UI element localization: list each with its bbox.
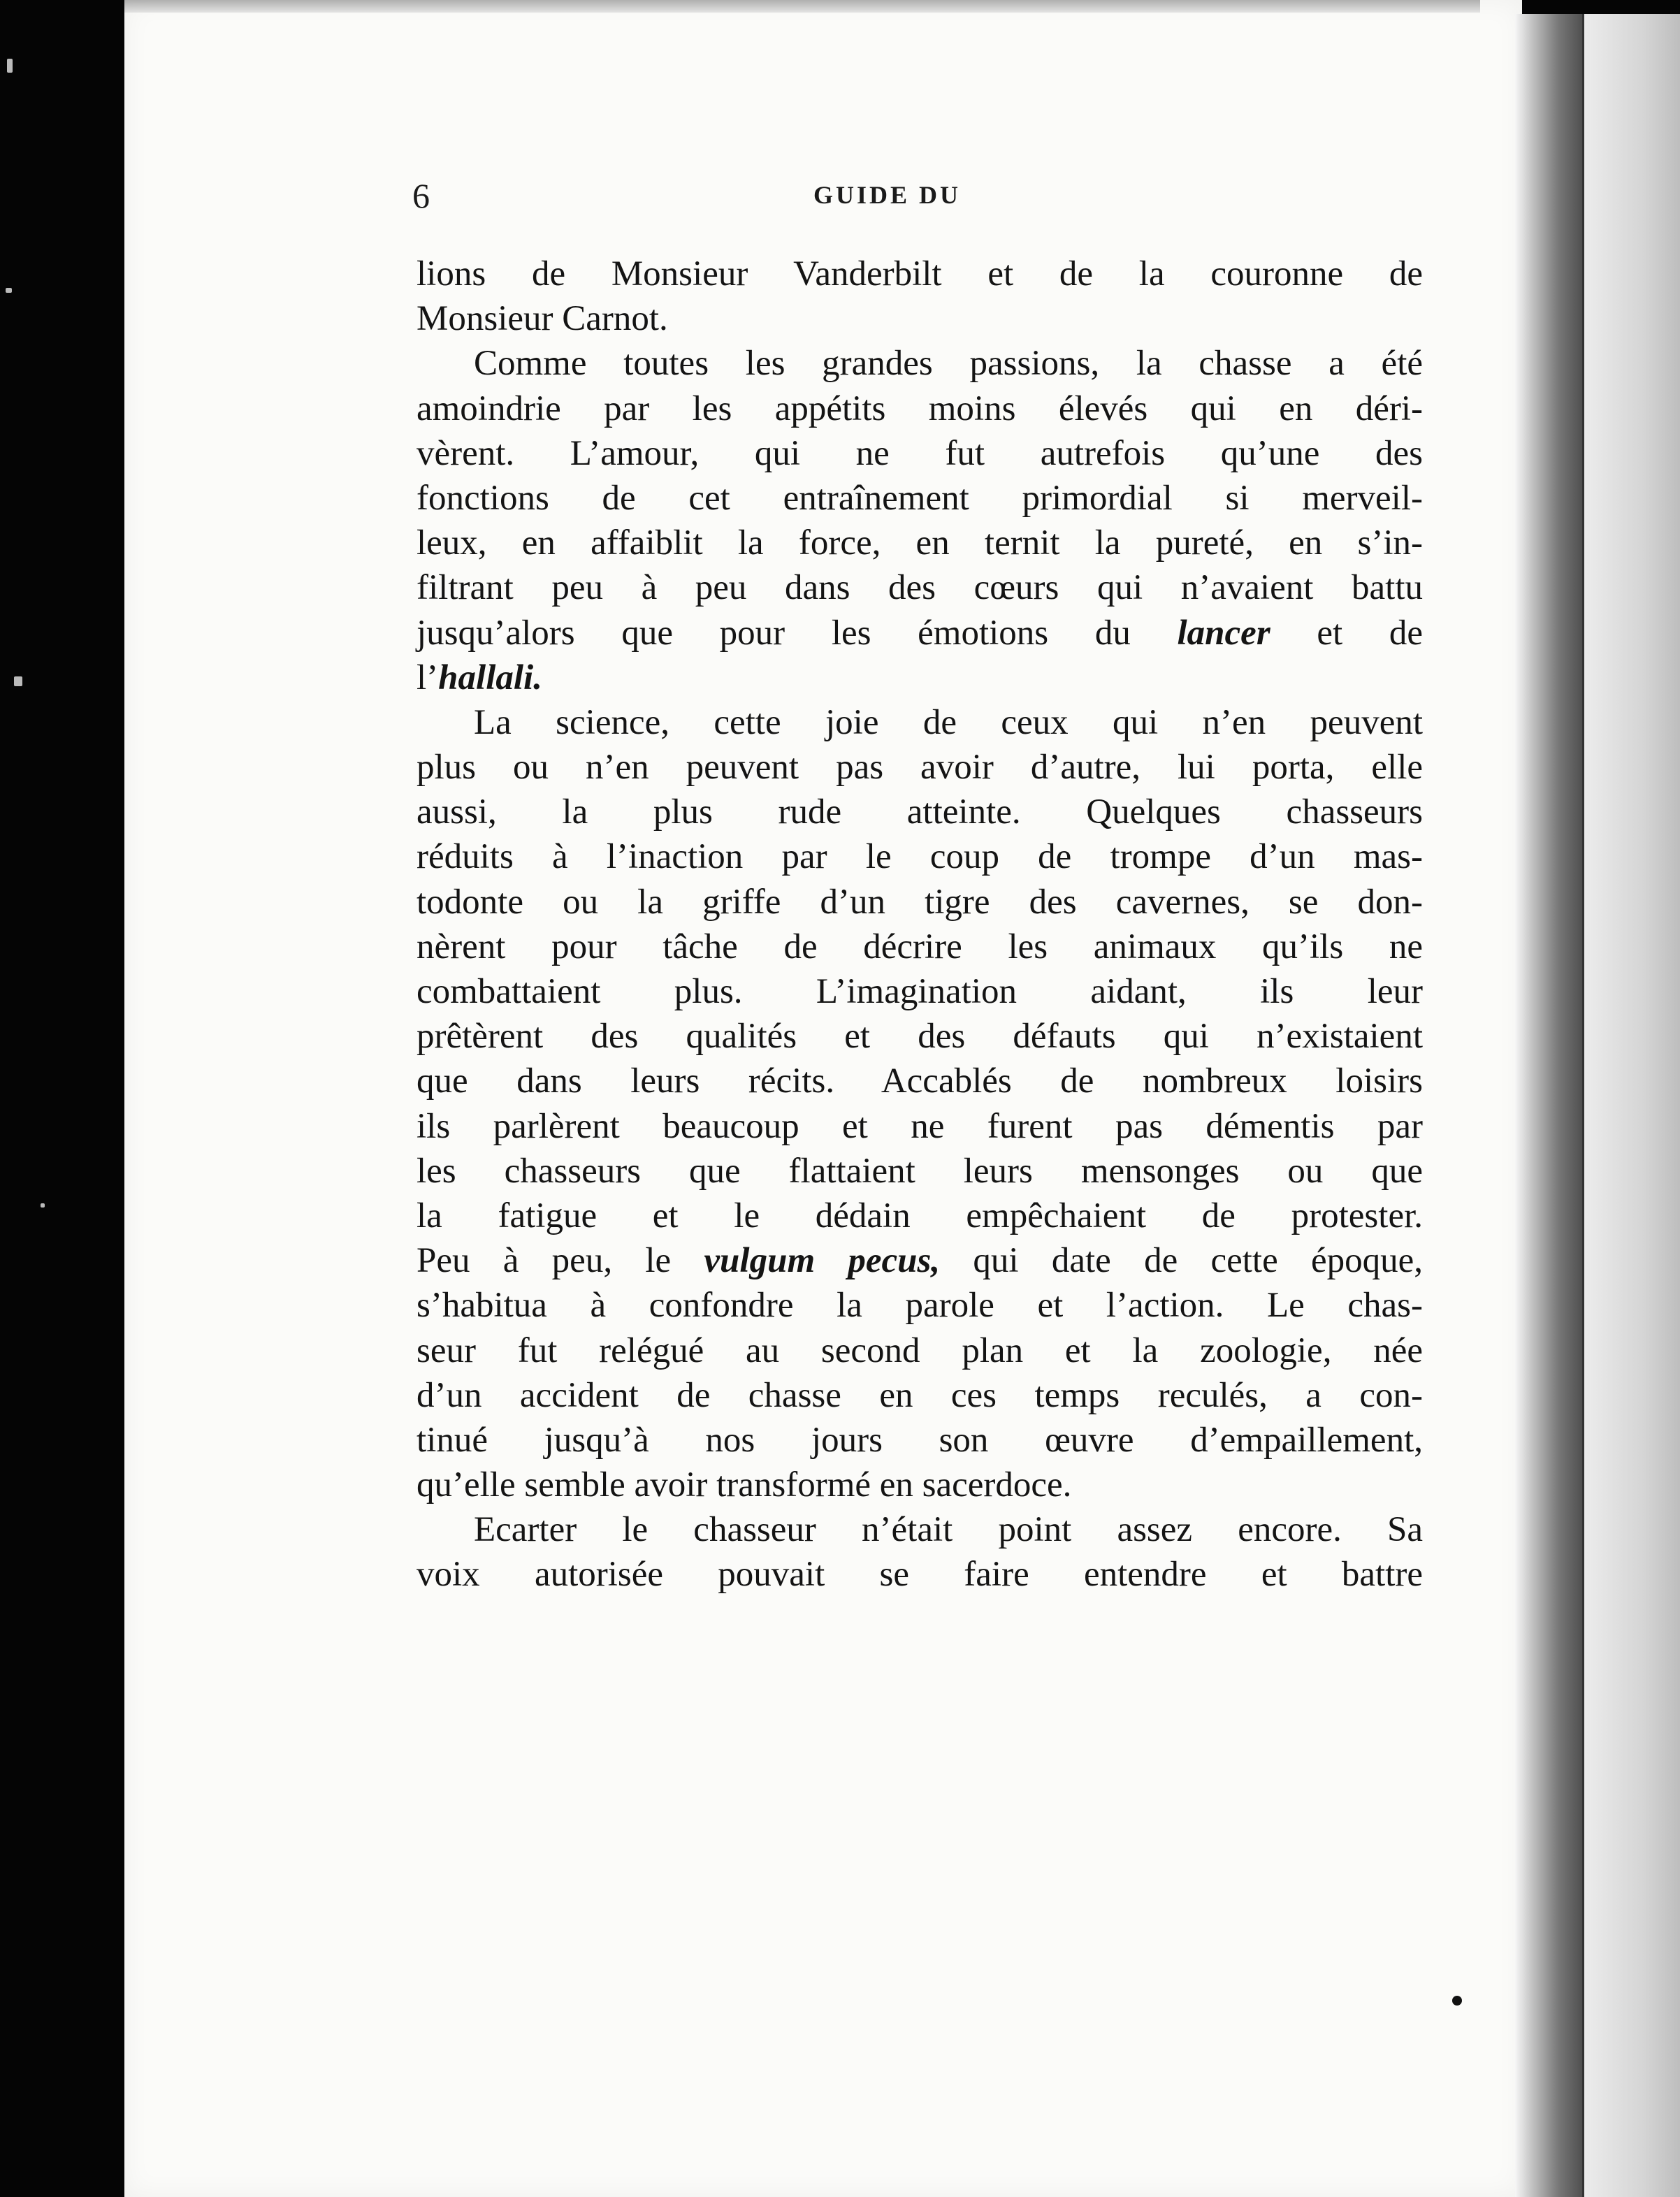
text-segment: ils parlèrent beaucoup et ne furent pas démentis par — [417, 1106, 1423, 1146]
scan-speck — [14, 676, 22, 686]
text-line — [417, 1328, 1423, 1373]
text-line — [417, 431, 1423, 476]
text-line — [417, 252, 1423, 296]
text-segment: Ecarter le chasseur n’était point assez encore. Sa — [474, 1510, 1423, 1550]
italic-text: vulgum pecus, — [704, 1241, 941, 1281]
italic-text: hallali. — [438, 658, 542, 697]
text-line — [417, 611, 1423, 655]
body-text — [417, 252, 1423, 1597]
text-line — [417, 341, 1423, 386]
text-segment: les chasseurs que flattaient leurs mensonges ou que — [417, 1151, 1423, 1191]
text-line — [417, 1014, 1423, 1059]
text-line — [417, 745, 1423, 790]
text-segment: jusqu’alors que pour les émotions du — [417, 613, 1178, 653]
text-segment: qu’elle semble avoir transformé en sacerdoce. — [417, 1465, 1072, 1505]
text-segment: que dans leurs récits. Accablés de nombreux loisirs — [417, 1061, 1423, 1101]
adjacent-page-edge — [1582, 14, 1680, 2197]
text-segment: et de — [1270, 613, 1423, 653]
text-line — [417, 1283, 1423, 1328]
text-segment: voix autorisée pouvait se faire entendre et battre — [417, 1555, 1423, 1595]
page-header — [412, 175, 1419, 224]
text-segment: aussi, la plus rude atteinte. Quelques chasseurs — [417, 792, 1423, 832]
text-line — [417, 1463, 1423, 1507]
text-segment: qui date de cette époque, — [940, 1241, 1424, 1281]
text-line — [417, 386, 1423, 431]
text-line — [417, 1507, 1423, 1552]
text-segment: plus ou n’en peuvent pas avoir d’autre, lui porta, elle — [417, 748, 1423, 788]
text-segment: la fatigue et le dédain empêchaient de protester. — [417, 1196, 1423, 1235]
text-line — [417, 655, 1423, 700]
text-line — [417, 476, 1423, 521]
text-line — [417, 1194, 1423, 1238]
text-line — [417, 1149, 1423, 1194]
text-segment: filtrant peu à peu dans des cœurs qui n’avaient battu — [417, 568, 1423, 608]
text-segment: tinué jusqu’à nos jours son œuvre d’empaillement, — [417, 1420, 1423, 1460]
text-segment: l’ — [417, 658, 439, 697]
scan-speck — [7, 59, 13, 73]
scan-speck — [41, 1203, 45, 1208]
text-segment: vèrent. L’amour, qui ne fut autrefois qu’une des — [417, 433, 1423, 473]
text-segment: todonte ou la griffe d’un tigre des cavernes, se don- — [417, 882, 1423, 922]
text-segment: Comme toutes les grandes passions, la chasse a été — [474, 344, 1423, 384]
text-segment: nèrent pour tâche de décrire les animaux qu’ils ne — [417, 927, 1423, 966]
text-segment: amoindrie par les appétits moins élevés qui en déri- — [417, 389, 1423, 428]
page-number: 6 — [412, 176, 430, 215]
ink-dot — [1452, 1996, 1462, 2006]
scan-margin — [0, 0, 84, 2197]
text-line — [417, 834, 1423, 879]
scan-speck — [6, 288, 12, 293]
text-line — [417, 521, 1423, 565]
text-line — [417, 1373, 1423, 1418]
text-segment: s’habitua à confondre la parole et l’action. Le chas- — [417, 1286, 1423, 1326]
page-gutter-shadow — [1515, 14, 1582, 2197]
running-head: GUIDE DU — [813, 181, 962, 209]
text-line — [417, 925, 1423, 969]
text-line — [417, 969, 1423, 1014]
text-segment: Monsieur Carnot. — [417, 299, 668, 339]
page-top-edge — [124, 0, 1480, 13]
text-line — [417, 790, 1423, 834]
text-line — [417, 1418, 1423, 1463]
italic-text: lancer — [1177, 613, 1270, 653]
text-line — [417, 1059, 1423, 1103]
text-segment: d’un accident de chasse en ces temps reculés, a con- — [417, 1375, 1423, 1415]
text-line — [417, 880, 1423, 925]
text-line — [417, 565, 1423, 610]
text-segment: prêtèrent des qualités et des défauts qui n’existaient — [417, 1017, 1423, 1057]
text-segment: combattaient plus. L’imagination aidant, ils leur — [417, 972, 1423, 1011]
text-segment: Peu à peu, le — [417, 1241, 704, 1281]
text-segment: lions de Monsieur Vanderbilt et de la couronne de — [417, 254, 1423, 293]
text-segment: seur fut relégué au second plan et la zoologie, née — [417, 1330, 1423, 1370]
text-segment: réduits à l’inaction par le coup de trompe d’un mas- — [417, 837, 1423, 877]
text-line — [417, 1104, 1423, 1149]
text-line — [417, 296, 1423, 341]
text-line — [417, 1552, 1423, 1597]
text-line — [417, 700, 1423, 745]
text-segment: La science, cette joie de ceux qui n’en peuvent — [474, 702, 1423, 742]
text-segment: fonctions de cet entraînement primordial si merveil- — [417, 478, 1423, 518]
text-line — [417, 1238, 1423, 1283]
text-segment: leux, en affaiblit la force, en ternit la pureté, en s’in- — [417, 523, 1423, 563]
